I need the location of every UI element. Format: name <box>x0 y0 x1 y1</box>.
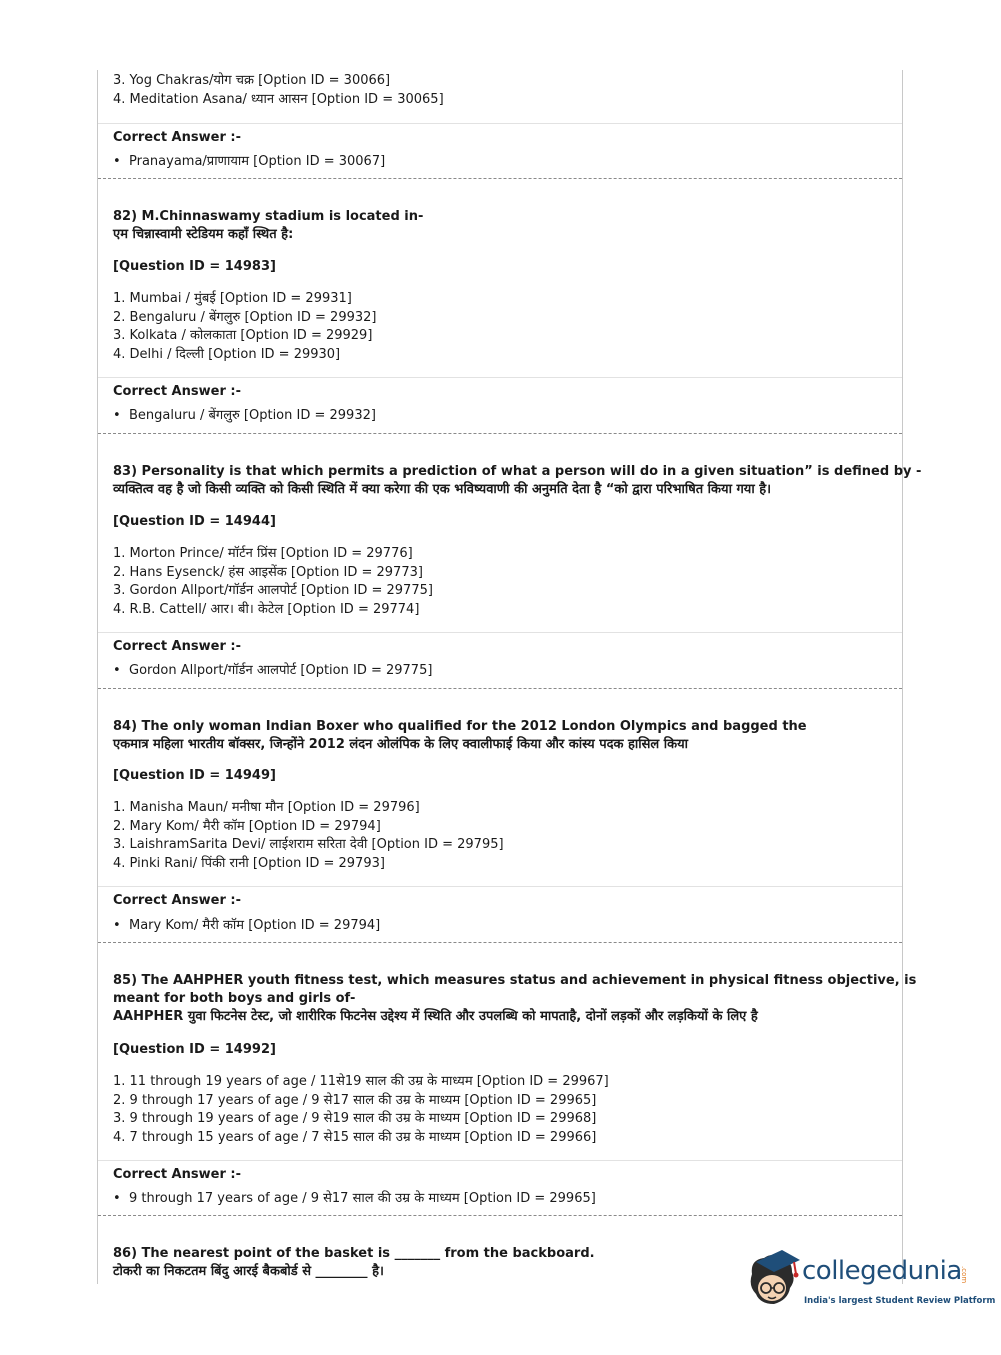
correct-answer <box>113 660 432 678</box>
correct-answer-label: Correct Answer :- <box>113 1167 241 1182</box>
question-id: [Question ID = 14944] <box>113 514 276 529</box>
question-text-hi: एकमात्र महिला भारतीय बॉक्सर, जिन्होंने 2012 लंदन ओलंपिक के लिए क्वालीफाई किया और कांस्य पदक हासिल किया <box>113 737 689 752</box>
options-list <box>113 799 504 873</box>
option: 3. LaishramSarita Devi/ लाईशराम सरिता देवी [Option ID = 29795] <box>113 837 504 852</box>
correct-answer-label: Correct Answer :- <box>113 130 241 145</box>
correct-answer-text: Mary Kom/ मैरी कॉम [Option ID = 29794] <box>129 918 381 933</box>
divider <box>98 886 902 887</box>
correct-answer-label: Correct Answer :- <box>113 639 241 654</box>
question-text-en: 86) The nearest point of the basket is _______ from the backboard. <box>113 1246 595 1261</box>
question-text-hi: व्यक्तित्व वह है जो किसी व्यक्ति को किसी स्थिति में क्या करेगा की एक भविष्यवाणी की अनुमति देता है “को द्वारा परिभाषित किया गया है। <box>113 482 772 497</box>
correct-answer-text: 9 through 17 years of age / 9 से17 साल की उम्र के माध्यम [Option ID = 29965] <box>129 1191 596 1206</box>
question-separator <box>98 942 902 943</box>
correct-answer <box>113 405 376 423</box>
prev-options <box>113 72 444 109</box>
correct-answer-text: Bengaluru / बेंगलुरु [Option ID = 29932] <box>129 408 376 423</box>
option: 3. 9 through 19 years of age / 9 से19 साल की उम्र के माध्यम [Option ID = 29968] <box>113 1111 597 1126</box>
options-list <box>113 545 433 619</box>
logo-wordmark: collegedunia <box>802 1256 962 1286</box>
question-id: [Question ID = 14983] <box>113 259 276 274</box>
option: 1. Morton Prince/ मॉर्टन प्रिंस [Option ID = 29776] <box>113 546 413 561</box>
question-82 <box>113 208 423 244</box>
collegedunia-logo <box>742 1250 996 1312</box>
option: 3. Yog Chakras/योग चक्र [Option ID = 30066] <box>113 73 391 88</box>
logo-tagline: India's largest Student Review Platform <box>804 1296 996 1306</box>
correct-answer-text: Pranayama/प्राणायाम [Option ID = 30067] <box>129 154 386 169</box>
question-id: [Question ID = 14949] <box>113 768 276 783</box>
option: 1. 11 through 19 years of age / 11से19 साल की उम्र के माध्यम [Option ID = 29967] <box>113 1074 609 1089</box>
option: 3. Kolkata / कोलकाता [Option ID = 29929] <box>113 328 373 343</box>
option: 1. Manisha Maun/ मनीषा मौन [Option ID = 29796] <box>113 800 420 815</box>
option: 2. 9 through 17 years of age / 9 से17 साल की उम्र के माध्यम [Option ID = 29965] <box>113 1092 597 1108</box>
options-list <box>113 1073 609 1147</box>
option: 2. Hans Eysenck/ हंस आइसेंक [Option ID = 29773] <box>113 564 423 580</box>
option: 4. Meditation Asana/ ध्यान आसन [Option ID = 30065] <box>113 91 444 107</box>
option: 4. R.B. Cattell/ आर। बी। केटेल [Option ID = 29774] <box>113 601 420 617</box>
question-84 <box>113 718 807 754</box>
options-list <box>113 290 376 364</box>
question-85 <box>113 972 916 1026</box>
divider <box>98 632 902 633</box>
option: 4. Pinki Rani/ पिंकी रानी [Option ID = 29793] <box>113 855 385 871</box>
logo-domain: .com <box>960 1266 968 1284</box>
question-text-hi: एम चिन्नास्वामी स्टेडियम कहाँ स्थित है: <box>113 227 294 242</box>
correct-answer-label: Correct Answer :- <box>113 893 241 908</box>
option: 1. Mumbai / मुंबई [Option ID = 29931] <box>113 291 352 306</box>
question-text-hi: AAHPHER युवा फिटनेस टेस्ट, जो शारीरिक फिटनेस उद्देश्य में स्थिति और उपलब्धि को मापताहै, दोनों लड़कों और लड़कियों के लिए है <box>113 1009 758 1024</box>
correct-answer <box>113 151 385 169</box>
question-83 <box>113 463 921 499</box>
question-text-en: 83) Personality is that which permits a prediction of what a person will do in a given situation” is defined by - <box>113 464 922 479</box>
question-text-hi: टोकरी का निकटतम बिंदु आरई बैकबोर्ड से ________ है। <box>113 1264 384 1279</box>
bullet-icon: • <box>113 1191 121 1206</box>
bullet-icon: • <box>113 918 121 933</box>
question-text-en: 84) The only woman Indian Boxer who qualified for the 2012 London Olympics and bagged the <box>113 719 807 734</box>
correct-answer <box>113 1188 596 1206</box>
question-text-en: 82) M.Chinnaswamy stadium is located in- <box>113 209 424 224</box>
bullet-icon: • <box>113 408 121 423</box>
question-id: [Question ID = 14992] <box>113 1042 276 1057</box>
question-text-en-cont: meant for both boys and girls of- <box>113 991 356 1006</box>
question-separator <box>98 178 902 179</box>
correct-answer <box>113 915 380 933</box>
option: 4. 7 through 15 years of age / 7 से15 साल की उम्र के माध्यम [Option ID = 29966] <box>113 1129 597 1145</box>
bullet-icon: • <box>113 154 121 169</box>
question-separator <box>98 688 902 689</box>
correct-answer-text: Gordon Allport/गॉर्डन आलपोर्ट [Option ID = 29775] <box>129 663 433 678</box>
divider <box>98 1160 902 1161</box>
question-text-en: 85) The AAHPHER youth fitness test, which measures status and achievement in physical fitness objective, is <box>113 973 917 988</box>
divider <box>98 123 902 124</box>
question-86 <box>113 1245 595 1281</box>
question-separator <box>98 433 902 434</box>
option: 3. Gordon Allport/गॉर्डन आलपोर्ट [Option ID = 29775] <box>113 583 433 598</box>
mascot-icon <box>742 1250 802 1312</box>
option: 4. Delhi / दिल्ली [Option ID = 29930] <box>113 346 341 362</box>
question-separator <box>98 1215 902 1216</box>
option: 2. Mary Kom/ मैरी कॉम [Option ID = 29794] <box>113 818 381 834</box>
option: 2. Bengaluru / बेंगलुरु [Option ID = 29932] <box>113 309 377 325</box>
divider <box>98 377 902 378</box>
correct-answer-label: Correct Answer :- <box>113 384 241 399</box>
bullet-icon: • <box>113 663 121 678</box>
